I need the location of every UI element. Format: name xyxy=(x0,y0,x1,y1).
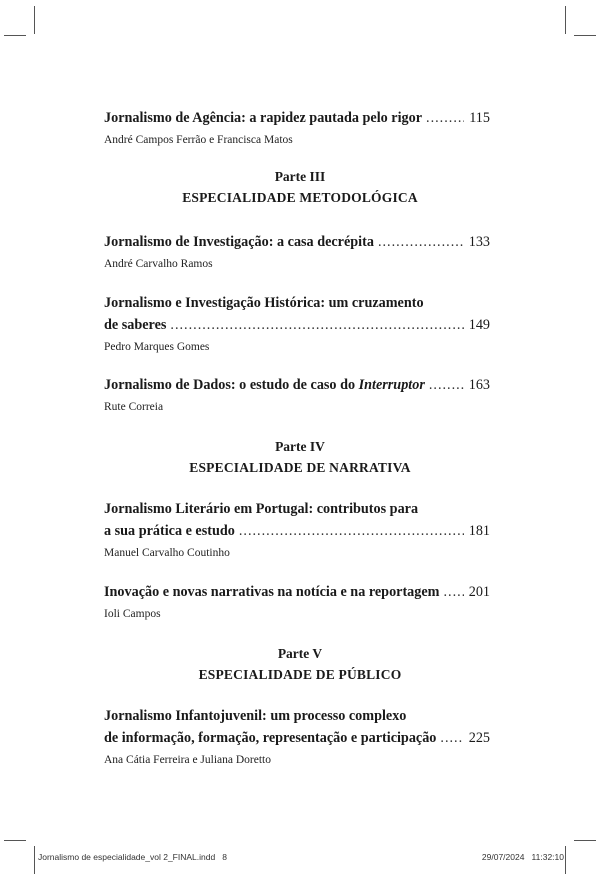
footer-filename: Jornalismo de especialidade_vol 2_FINAL.indd 8 xyxy=(38,852,228,862)
crop-mark xyxy=(565,846,566,874)
part-label: Parte IV xyxy=(275,439,325,454)
entry-page: 225 xyxy=(468,730,490,746)
toc-entry xyxy=(104,292,490,356)
leader-dots xyxy=(440,727,464,749)
entry-title-line1: Jornalismo Infantojuvenil: um processo complexo xyxy=(104,708,407,724)
entry-page: 181 xyxy=(468,523,490,539)
crop-mark xyxy=(4,35,26,36)
toc-entry xyxy=(104,498,490,562)
entry-page: 133 xyxy=(468,234,490,250)
entry-author: Ana Cátia Ferreira e Juliana Doretto xyxy=(104,754,272,766)
leader-dots xyxy=(426,107,464,129)
entry-title-line2: de informação, formação, representação e participação xyxy=(104,730,437,746)
entry-title-line2: a sua prática e estudo xyxy=(104,523,235,539)
leader-dots xyxy=(170,314,464,336)
entry-author: Pedro Marques Gomes xyxy=(104,341,210,353)
part-heading xyxy=(0,167,600,209)
leader-dots xyxy=(239,520,464,542)
leader-dots xyxy=(378,231,464,253)
toc-entry xyxy=(104,231,490,273)
part-heading xyxy=(0,437,600,479)
crop-mark xyxy=(565,6,566,34)
part-title: ESPECIALIDADE METODOLÓGICA xyxy=(182,190,418,205)
entry-title-italic: Interruptor xyxy=(358,377,425,393)
part-label: Parte V xyxy=(277,646,323,661)
crop-mark xyxy=(574,35,596,36)
entry-title-line2: de saberes xyxy=(104,317,167,333)
part-title: ESPECIALIDADE DE PÚBLICO xyxy=(198,667,402,682)
entry-page: 163 xyxy=(468,377,490,393)
leader-dots xyxy=(429,374,464,396)
leader-dots xyxy=(443,581,464,603)
crop-mark xyxy=(574,840,596,841)
entry-author: Manuel Carvalho Coutinho xyxy=(104,547,230,559)
entry-author: Rute Correia xyxy=(104,401,164,413)
entry-title: Jornalismo de Agência: a rapidez pautada pelo rigor xyxy=(104,110,423,126)
toc-entry xyxy=(104,581,490,623)
entry-title: Inovação e novas narrativas na notícia e na reportagem xyxy=(104,584,440,600)
toc-entry xyxy=(104,705,490,769)
entry-title-line1: Jornalismo Literário em Portugal: contributos para xyxy=(104,501,419,517)
crop-mark xyxy=(34,6,35,34)
part-heading xyxy=(0,644,600,686)
entry-author: André Carvalho Ramos xyxy=(104,258,213,270)
entry-page: 115 xyxy=(469,110,490,126)
crop-mark xyxy=(34,846,35,874)
entry-title: Jornalismo de Investigação: a casa decrépita xyxy=(104,234,374,250)
toc-entry xyxy=(104,374,490,416)
entry-title: Jornalismo de Dados: o estudo de caso do Interruptor xyxy=(104,377,425,393)
entry-author: Ioli Campos xyxy=(104,608,161,620)
footer-timestamp: 29/07/2024 11:32:10 xyxy=(481,852,564,862)
entry-page: 201 xyxy=(468,584,490,600)
entry-page: 149 xyxy=(468,317,490,333)
entry-title-line1: Jornalismo e Investigação Histórica: um cruzamento xyxy=(104,295,424,311)
crop-mark xyxy=(4,840,26,841)
part-title: ESPECIALIDADE DE NARRATIVA xyxy=(189,460,411,475)
toc-entry xyxy=(104,107,490,149)
entry-author: André Campos Ferrão e Francisca Matos xyxy=(104,134,293,146)
part-label: Parte III xyxy=(274,169,326,184)
